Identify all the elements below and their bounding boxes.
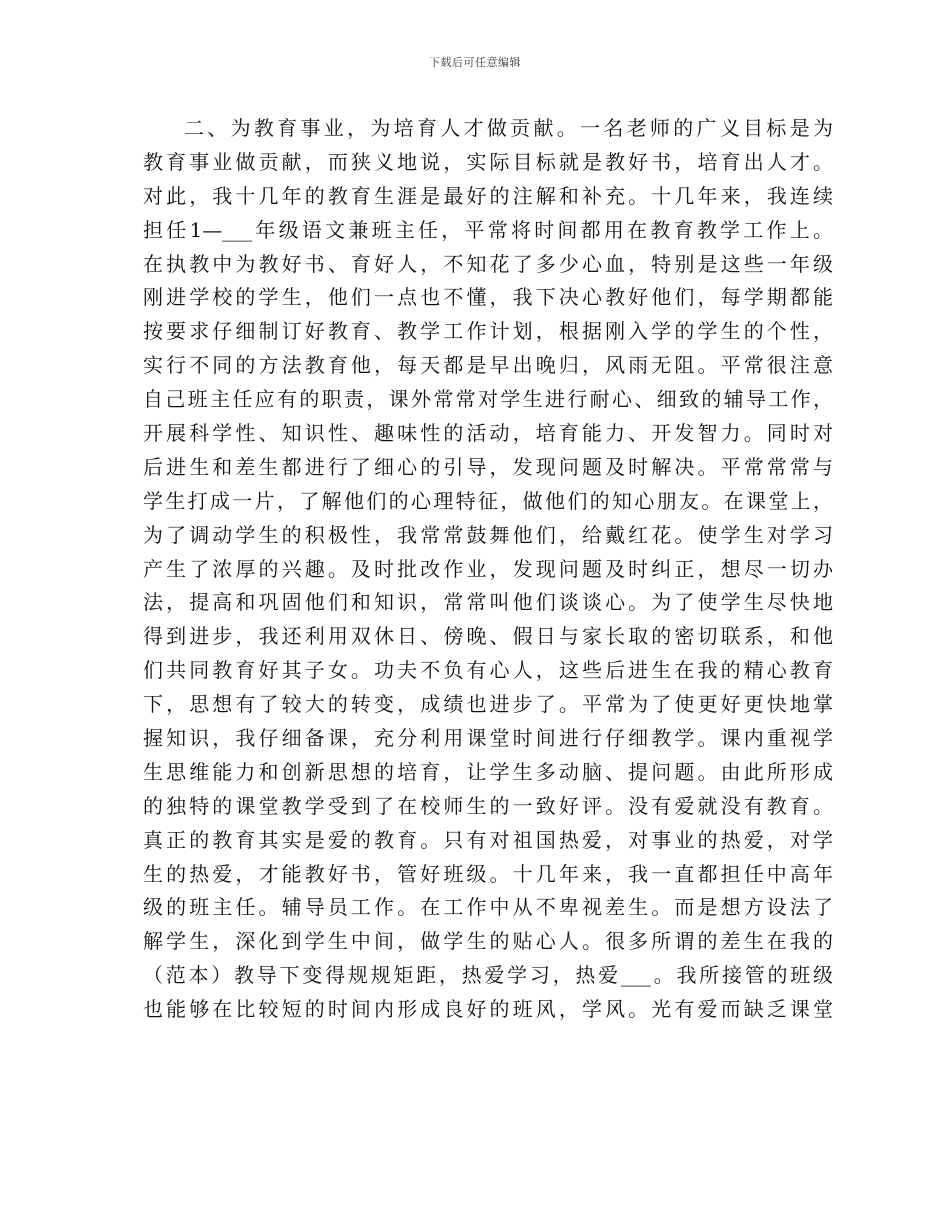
text-line: 的独特的课堂教学受到了在校师生的一致好评。没有爱就没有教育。 <box>143 793 833 818</box>
text-line: 按要求仔细制订好教育、教学工作计划，根据刚入学的学生的个性， <box>143 319 833 344</box>
text-line: 担任1—___年级语文兼班主任，平常将时间都用在教育教学工作上。 <box>143 217 833 242</box>
text-line: 们共同教育好其子女。功夫不负有心人，这些后进生在我的精心教育 <box>143 658 833 683</box>
text-line: 真正的教育其实是爱的教育。只有对祖国热爱，对事业的热爱，对学 <box>143 827 833 852</box>
text-line: 下，思想有了较大的转变，成绩也进步了。平常为了使更好更快地掌 <box>143 692 833 717</box>
page-header: 下载后可任意编辑 <box>429 56 521 69</box>
text-line: 学生打成一片，了解他们的心理特征，做他们的知心朋友。在课堂上， <box>143 488 833 513</box>
text-line: 生的热爱，才能教好书，管好班级。十几年来，我一直都担任中高年 <box>143 861 833 886</box>
text-line: 级的班主任。辅导员工作。在工作中从不卑视差生。而是想方设法了 <box>143 895 833 920</box>
body-paragraph <box>143 112 833 1027</box>
text-line: 对此，我十几年的教育生涯是最好的注解和补充。十几年来，我连续 <box>143 183 833 208</box>
text-line: 也能够在比较短的时间内形成良好的班风，学风。光有爱而缺乏课堂 <box>143 997 833 1022</box>
text-line: 握知识，我仔细备课，充分利用课堂时间进行仔细教学。课内重视学 <box>143 726 833 751</box>
text-line: 刚进学校的学生，他们一点也不懂，我下决心教好他们，每学期都能 <box>143 285 833 310</box>
text-line: 教育事业做贡献，而狭义地说，实际目标就是教好书，培育出人才。 <box>143 149 833 174</box>
text-line: 产生了浓厚的兴趣。及时批改作业，发现问题及时纠正，想尽一切办 <box>143 556 833 581</box>
text-line: 生思维能力和创新思想的培育，让学生多动脑、提问题。由此所形成 <box>143 759 833 784</box>
text-line: 开展科学性、知识性、趣味性的活动，培育能力、开发智力。同时对 <box>143 421 833 446</box>
text-line: 在执教中为教好书、育好人，不知花了多少心血，特别是这些一年级 <box>143 251 833 276</box>
text-line: 得到进步，我还利用双休日、傍晚、假日与家长取的密切联系，和他 <box>143 624 833 649</box>
text-line: （范本）教导下变得规规矩距，热爱学习，热爱___。我所接管的班级 <box>143 963 833 988</box>
text-line: 为了调动学生的积极性，我常常鼓舞他们，给戴红花。使学生对学习 <box>143 522 833 547</box>
text-line: 实行不同的方法教育他，每天都是早出晚归，风雨无阻。平常很注意 <box>143 353 833 378</box>
text-line: 后进生和差生都进行了细心的引导，发现问题及时解决。平常常常与 <box>143 454 833 479</box>
text-line: 法，提高和巩固他们和知识，常常叫他们谈谈心。为了使学生尽快地 <box>143 590 833 615</box>
text-line: 自己班主任应有的职责，课外常常对学生进行耐心、细致的辅导工作， <box>143 387 833 412</box>
text-line: 二、为教育事业，为培育人才做贡献。一名老师的广义目标是为 <box>184 116 833 140</box>
text-line: 解学生，深化到学生中间，做学生的贴心人。很多所谓的差生在我的 <box>143 929 833 954</box>
